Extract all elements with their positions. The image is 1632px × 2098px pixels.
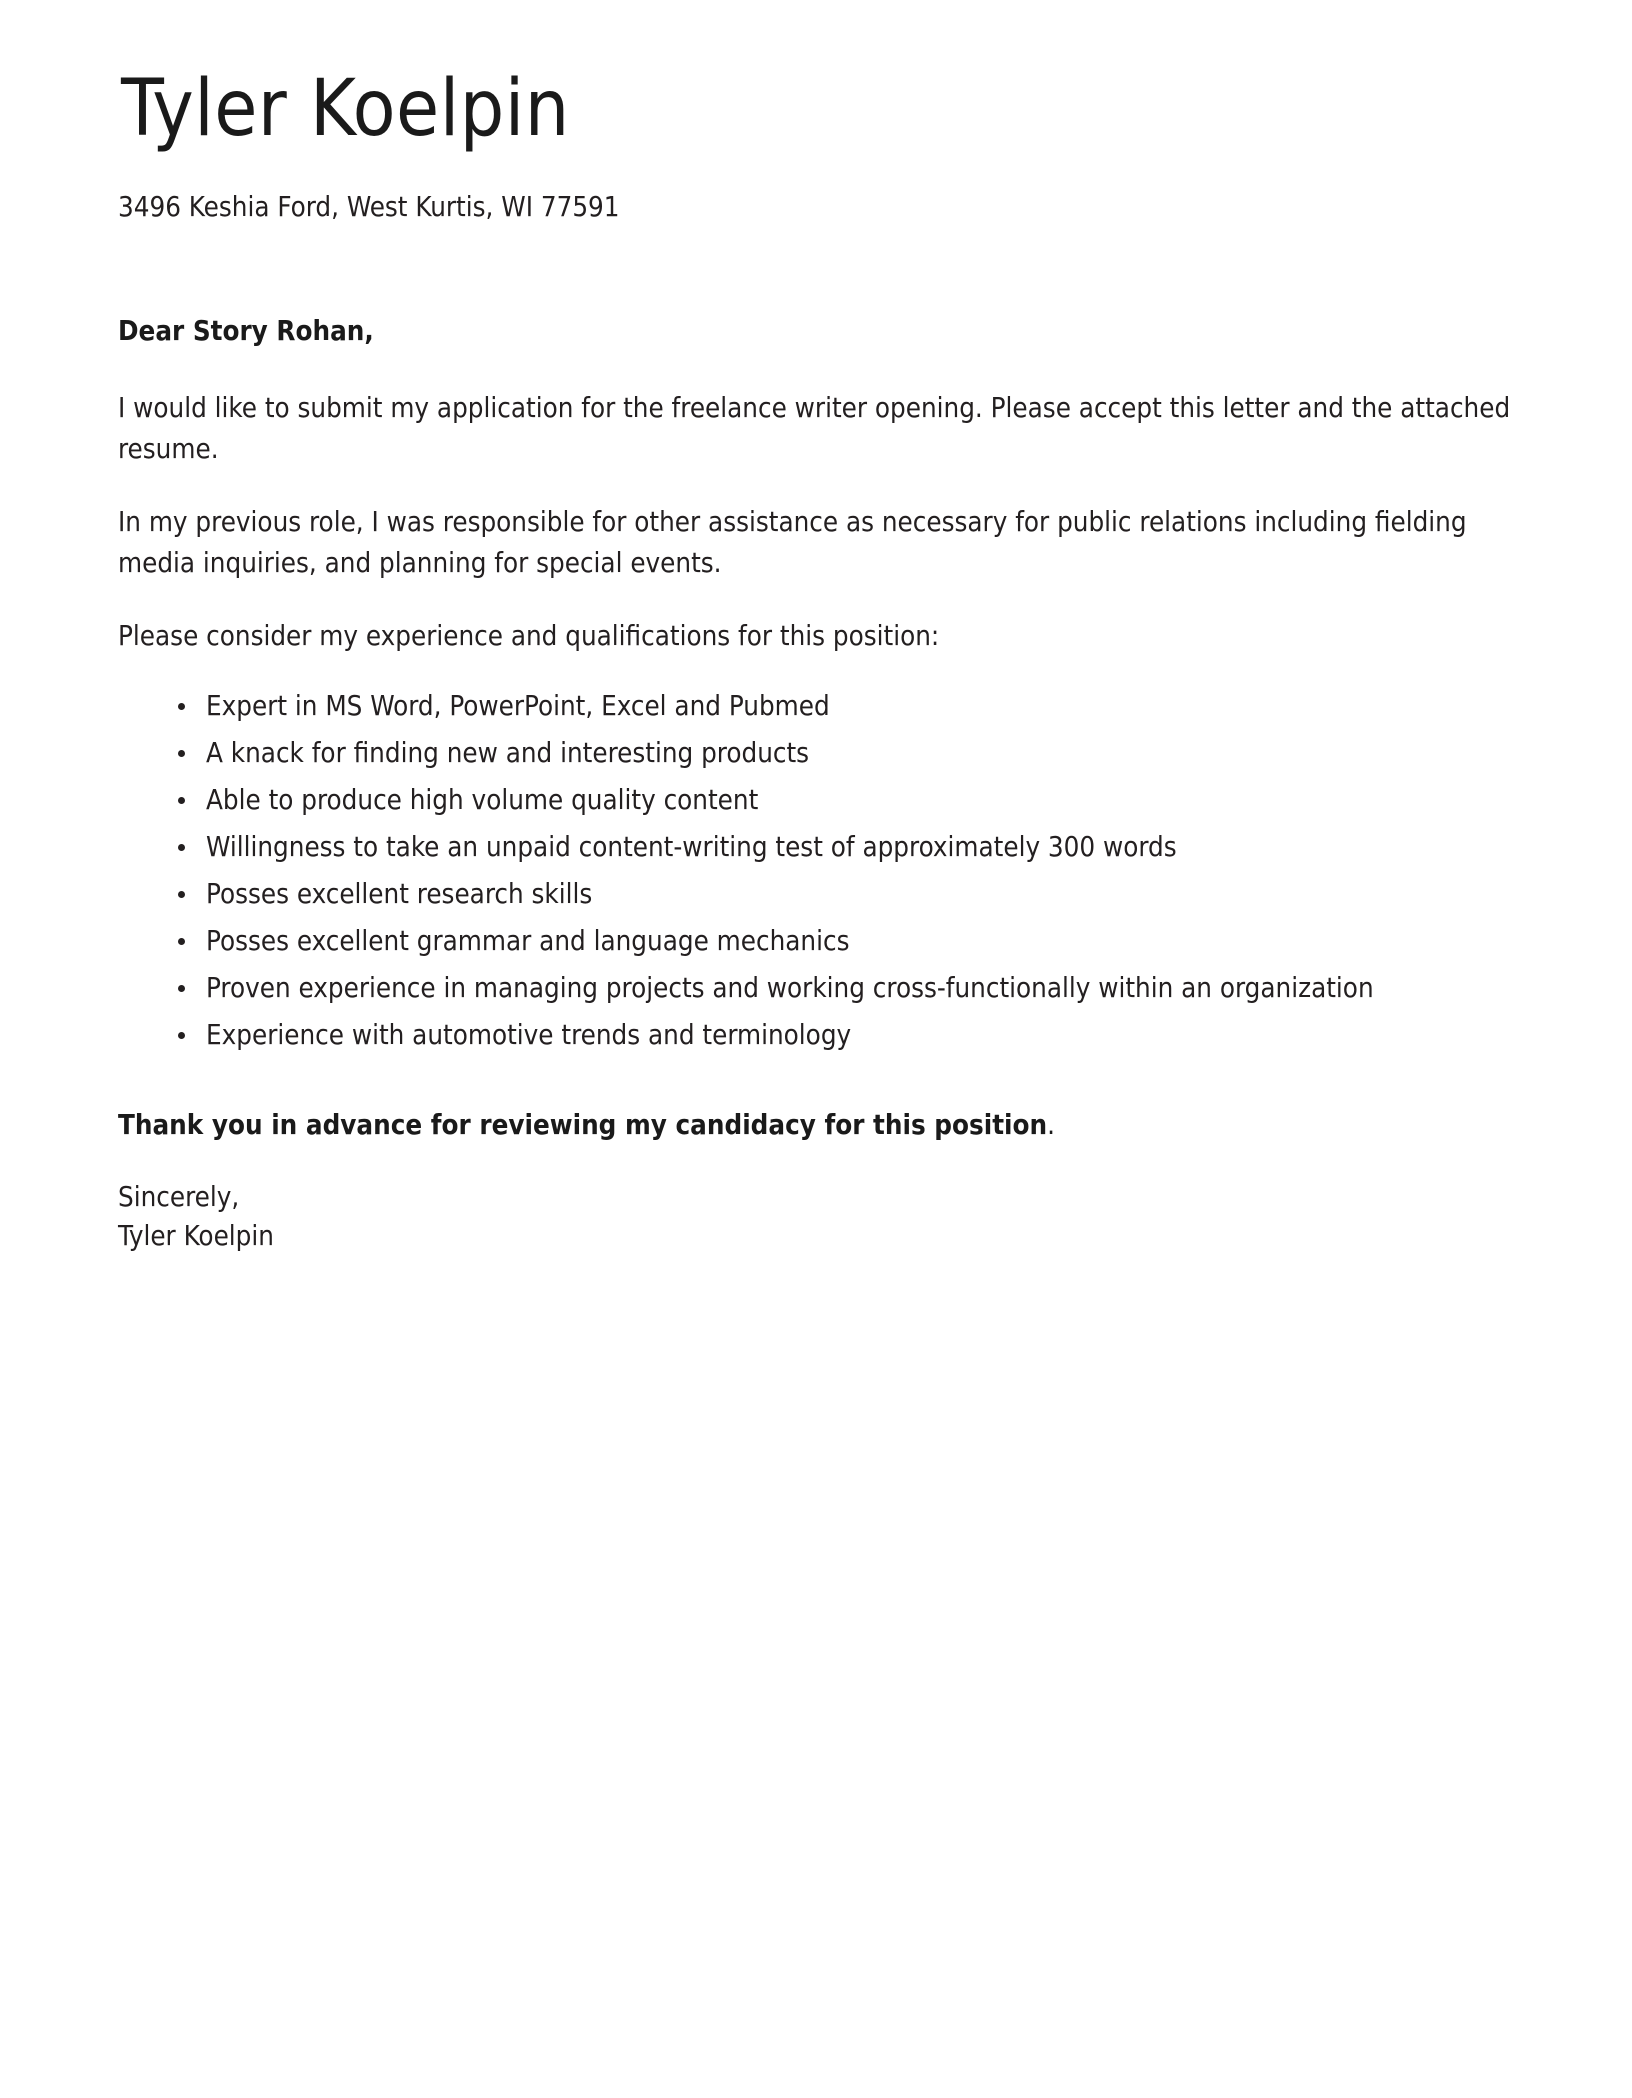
page-title: Tyler Koelpin bbox=[121, 64, 570, 154]
salutation: Dear Story Rohan, bbox=[118, 315, 374, 348]
list-item: Expert in MS Word, PowerPoint, Excel and Pubmed bbox=[176, 687, 1512, 726]
closing-statement bbox=[118, 1109, 1512, 1141]
letter-body bbox=[118, 315, 1512, 1256]
body-paragraph-2: In my previous role, I was responsible for other assistance as necessary for public relations including fielding media inquiries, and planning for special events. bbox=[118, 506, 1467, 579]
qualifications-list bbox=[118, 687, 1512, 1055]
body-paragraph-3: Please consider my experience and qualifications for this position: bbox=[118, 620, 940, 653]
closing-statement-text: Thank you in advance for reviewing my candidacy for this position bbox=[118, 1108, 1048, 1141]
signature-name: Tyler Koelpin bbox=[118, 1219, 274, 1252]
list-item: Proven experience in managing projects and working cross-functionally within an organization bbox=[176, 969, 1512, 1008]
signature-block bbox=[118, 1178, 1512, 1256]
list-item: Able to produce high volume quality content bbox=[176, 781, 1512, 820]
list-item: Experience with automotive trends and terminology bbox=[176, 1016, 1512, 1055]
list-item: A knack for finding new and interesting products bbox=[176, 734, 1512, 773]
list-item: Posses excellent grammar and language mechanics bbox=[176, 922, 1512, 961]
sender-address: 3496 Keshia Ford, West Kurtis, WI 77591 bbox=[118, 190, 620, 223]
signoff-text: Sincerely, bbox=[118, 1180, 240, 1213]
closing-statement-period: . bbox=[1047, 1108, 1055, 1141]
list-item: Willingness to take an unpaid content-writing test of approximately 300 words bbox=[176, 828, 1512, 867]
list-item: Posses excellent research skills bbox=[176, 875, 1512, 914]
body-paragraph-1: I would like to submit my application for the freelance writer opening. Please accept this letter and the attached resume. bbox=[118, 392, 1511, 465]
